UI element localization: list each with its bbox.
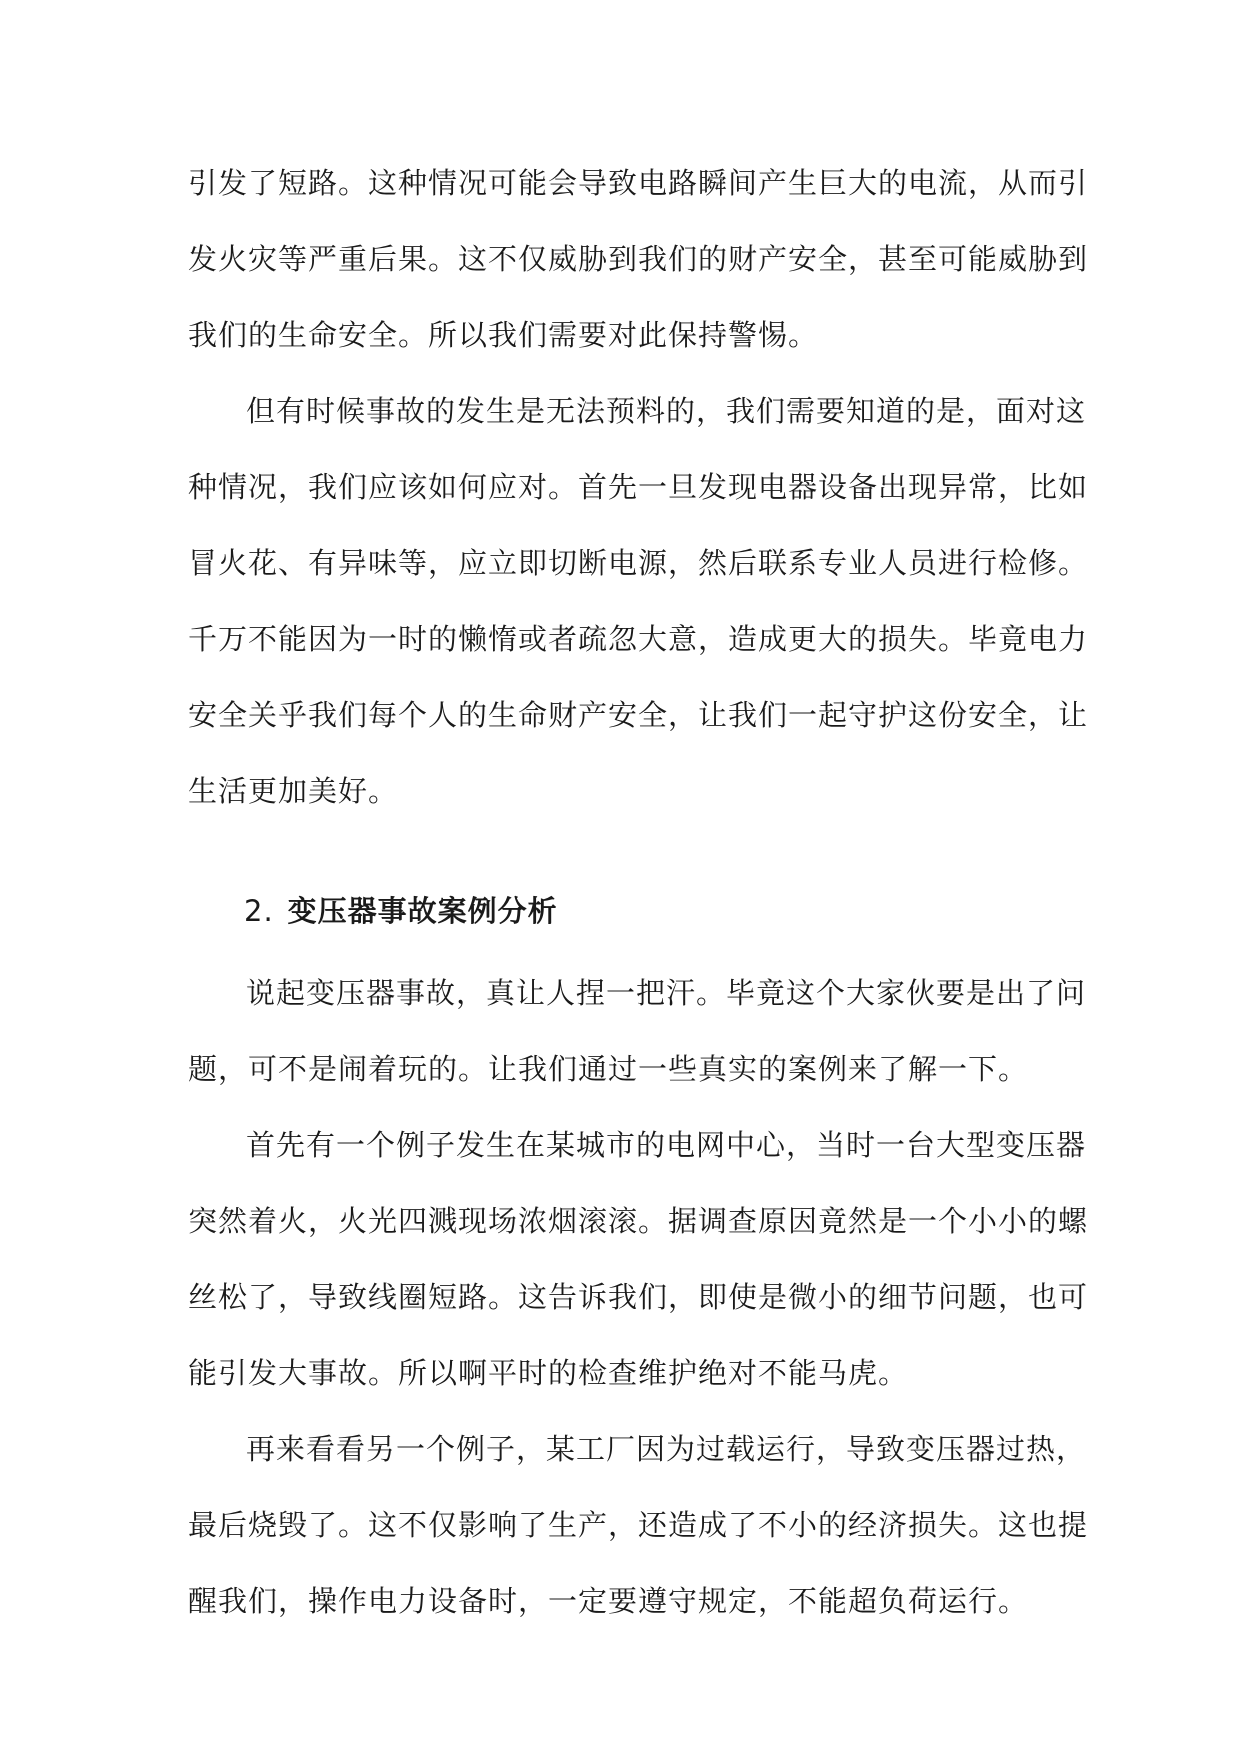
text-line: 种情况，我们应该如何应对。首先一旦发现电器设备出现异常，比如 <box>188 470 1089 504</box>
text-line: 我们的生命安全。所以我们需要对此保持警惕。 <box>188 318 819 352</box>
section-number: 2. <box>244 894 274 928</box>
text-line: 千万不能因为一时的懒惰或者疏忽大意，造成更大的损失。毕竟电力 <box>188 622 1089 656</box>
text-line: 突然着火，火光四溅现场浓烟滚滚。据调查原因竟然是一个小小的螺 <box>188 1204 1089 1238</box>
text-line: 但有时候事故的发生是无法预料的，我们需要知道的是，面对这 <box>246 394 1087 428</box>
text-line: 能引发大事故。所以啊平时的检查维护绝对不能马虎。 <box>188 1356 909 1390</box>
text-line: 生活更加美好。 <box>188 774 399 808</box>
text-line: 丝松了，导致线圈短路。这告诉我们，即使是微小的细节问题，也可 <box>188 1280 1089 1314</box>
text-line: 引发了短路。这种情况可能会导致电路瞬间产生巨大的电流，从而引 <box>188 166 1089 200</box>
text-line: 首先有一个例子发生在某城市的电网中心，当时一台大型变压器 <box>246 1128 1087 1162</box>
text-line: 题，可不是闹着玩的。让我们通过一些真实的案例来了解一下。 <box>188 1052 1029 1086</box>
text-line: 冒火花、有异味等，应立即切断电源，然后联系专业人员进行检修。 <box>188 546 1089 580</box>
text-line: 发火灾等严重后果。这不仅威胁到我们的财产安全，甚至可能威胁到 <box>188 242 1089 276</box>
paragraph-case-grid-center <box>188 1107 1089 1411</box>
document-body <box>188 145 1089 1639</box>
text-line: 再来看看另一个例子，某工厂因为过载运行，导致变压器过热， <box>246 1432 1087 1466</box>
text-line: 醒我们，操作电力设备时，一定要遵守规定，不能超负荷运行。 <box>188 1584 1029 1618</box>
paragraph-emergency-response <box>188 373 1089 829</box>
paragraph-transformer-intro <box>188 955 1087 1107</box>
section-heading <box>188 873 1058 949</box>
paragraph-case-factory-overload <box>188 1411 1089 1639</box>
section-title: 变压器事故案例分析 <box>287 894 558 928</box>
text-line: 说起变压器事故，真让人捏一把汗。毕竟这个大家伙要是出了问 <box>246 976 1087 1010</box>
text-line: 最后烧毁了。这不仅影响了生产，还造成了不小的经济损失。这也提 <box>188 1508 1089 1542</box>
paragraph-short-circuit-consequences <box>188 145 1089 373</box>
text-line: 安全关乎我们每个人的生命财产安全，让我们一起守护这份安全，让 <box>188 698 1089 732</box>
